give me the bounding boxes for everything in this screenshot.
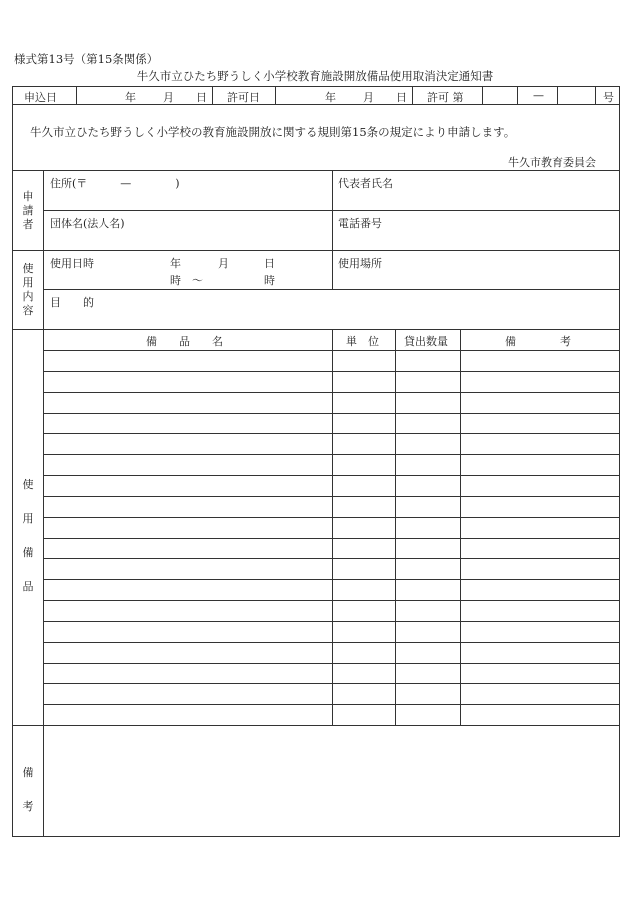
equipment-col-divider xyxy=(395,329,396,726)
statement-bottom xyxy=(12,170,620,171)
equipment-col-name: 備 品 名 xyxy=(146,335,223,348)
usage-year-unit: 年 xyxy=(170,257,181,270)
application-date-label: 申込日 xyxy=(24,91,57,104)
header-divider xyxy=(557,86,558,105)
header-divider xyxy=(517,86,518,105)
table-bottom-border xyxy=(12,836,620,837)
address-label: 住所(〒 — ) xyxy=(50,177,180,190)
equipment-col-unit: 単 位 xyxy=(346,335,379,348)
equipment-section-label: 使 用 備 品 xyxy=(22,478,34,593)
header-row-bottom xyxy=(12,104,620,105)
permit-month-unit: 月 xyxy=(363,91,374,104)
permit-number-label: 許可 第 xyxy=(427,91,464,104)
number-suffix: 号 xyxy=(603,91,614,104)
remarks-section-label: 備 考 xyxy=(22,766,34,813)
statement-text: 牛久市立ひたち野うしく小学校の教育施設開放に関する規則第15条の規定により申請します。 xyxy=(30,125,516,139)
equipment-col-divider xyxy=(460,329,461,726)
usage-hour-from: 時 ～ xyxy=(170,274,203,287)
usage-col-divider xyxy=(332,250,333,290)
header-divider xyxy=(212,86,213,105)
representative-label: 代表者氏名 xyxy=(338,177,393,190)
applicant-section-label: 申 請 者 xyxy=(22,190,34,231)
purpose-label: 目 的 xyxy=(50,296,94,309)
equipment-col-notes: 備 考 xyxy=(505,335,571,348)
header-divider xyxy=(482,86,483,105)
table-top-border xyxy=(12,86,620,87)
usage-datetime-label: 使用日時 xyxy=(50,257,94,270)
section-label-divider xyxy=(43,170,44,837)
header-divider xyxy=(275,86,276,105)
document-title: 牛久市立ひたち野うしく小学校教育施設開放備品使用取消決定通知書 xyxy=(136,69,494,83)
usage-section-label: 使 用 内 容 xyxy=(22,262,34,317)
permit-number-dash: — xyxy=(533,89,544,102)
application-month-unit: 月 xyxy=(163,91,174,104)
applicant-col-divider xyxy=(332,170,333,251)
usage-day-unit: 日 xyxy=(264,257,275,270)
applicant-bottom xyxy=(12,250,620,251)
equipment-bottom xyxy=(12,725,620,726)
form-number: 様式第13号（第15条関係） xyxy=(14,52,159,66)
equipment-col-qty: 貸出数量 xyxy=(404,335,448,348)
usage-bottom xyxy=(12,329,620,330)
permit-date-label: 許可日 xyxy=(227,91,260,104)
application-year-unit: 年 xyxy=(125,91,136,104)
header-divider xyxy=(595,86,596,105)
permit-day-unit: 日 xyxy=(396,91,407,104)
usage-month-unit: 月 xyxy=(218,257,229,270)
equipment-col-divider xyxy=(332,329,333,726)
application-day-unit: 日 xyxy=(196,91,207,104)
usage-hour-to: 時 xyxy=(264,274,275,287)
group-name-label: 団体名(法人名) xyxy=(50,217,125,230)
phone-label: 電話番号 xyxy=(338,217,382,230)
header-divider xyxy=(76,86,77,105)
issuer-name: 牛久市教育委員会 xyxy=(508,156,596,169)
permit-year-unit: 年 xyxy=(325,91,336,104)
usage-place-label: 使用場所 xyxy=(338,257,382,270)
header-divider xyxy=(412,86,413,105)
